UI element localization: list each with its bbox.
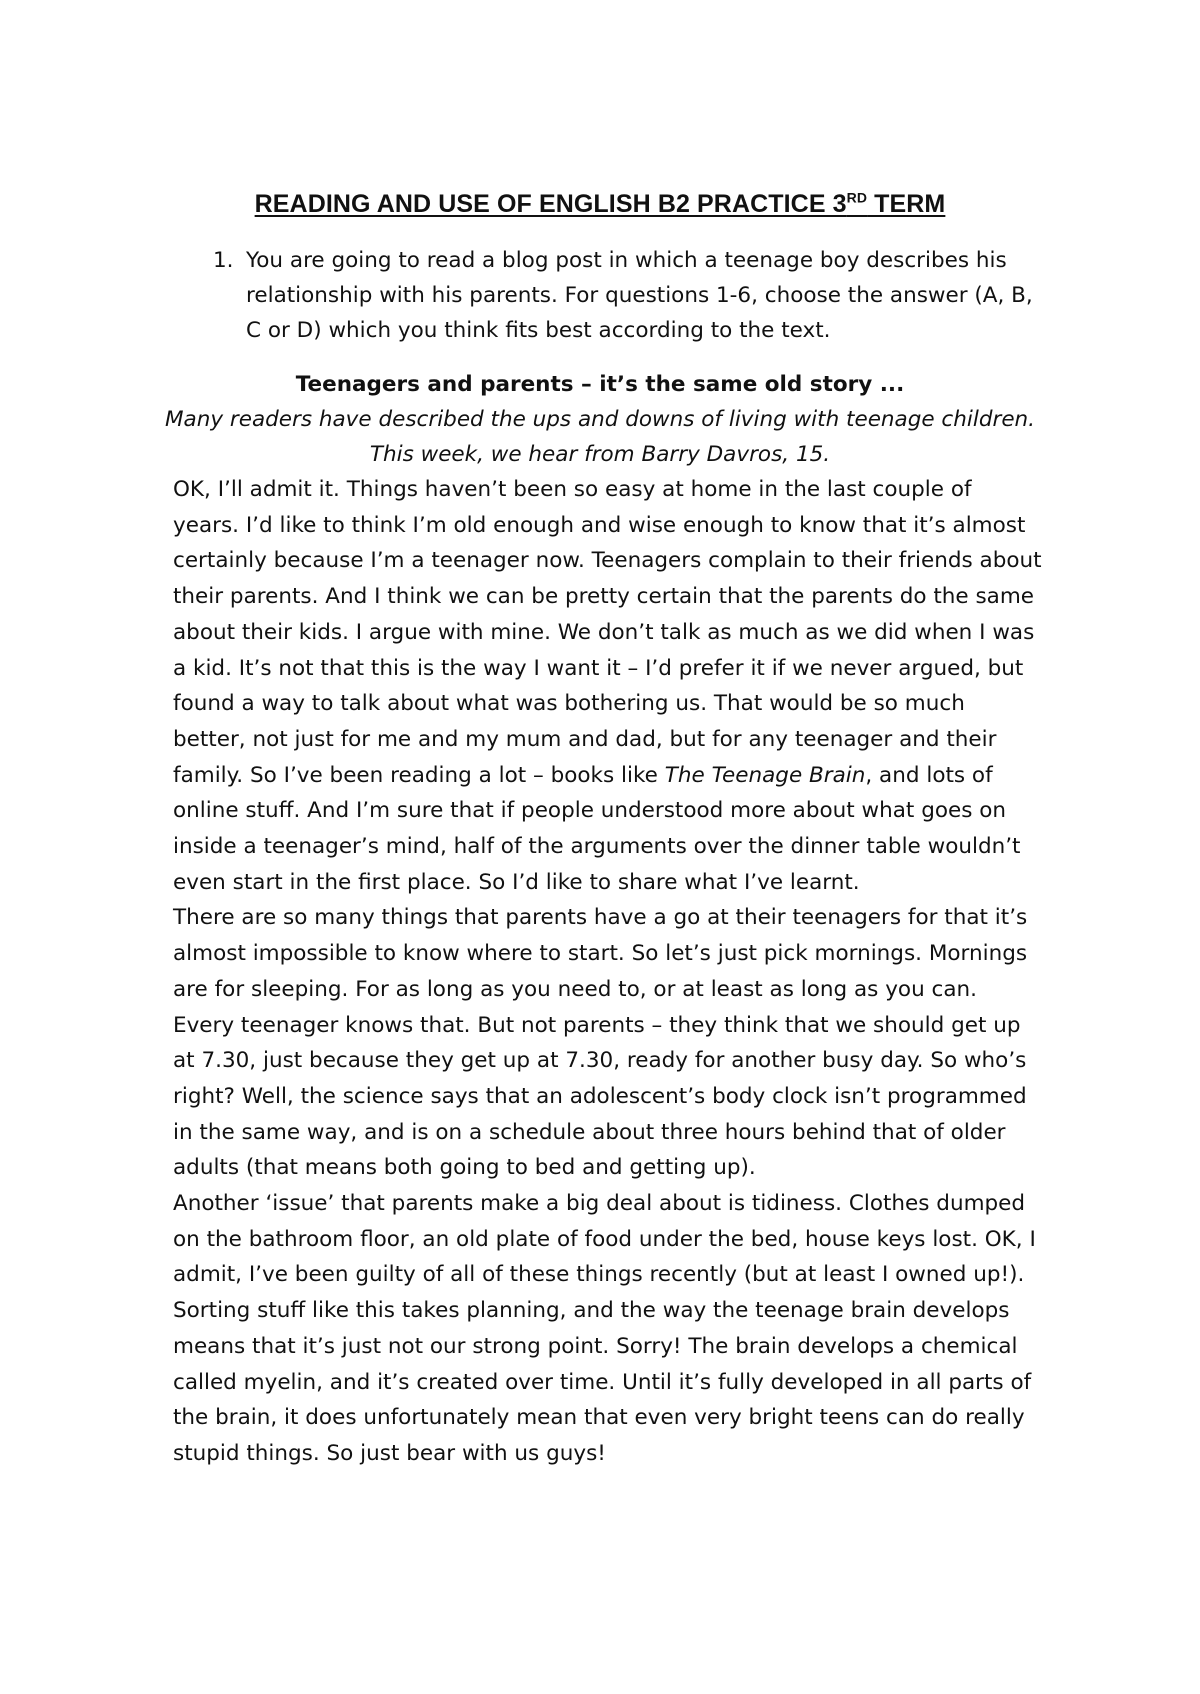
article-paragraph-2: There are so many things that parents have a go at their teenagers for that it’s almost impossible to know where to start. So let’s just pick mornings. Mornings are for sleeping. For as long as you need to, or at least as long as you can. Every teenager knows that. But not parents – they think that we should get up at 7.30, just because they get up at 7.30, ready for another busy day. So who’s right? Well, the science says that an adolescent’s body clock isn’t programmed in the same way, and is on a schedule about three hours behind that of older adults (that means both going to bed and getting up).	[173, 905, 1028, 1181]
article-subtitle: Many readers have described the ups and downs of living with teenage children. This week, we hear from Barry Davros, 15.	[164, 407, 1036, 467]
question-instructions: You are going to read a blog post in which a teenage boy describes his relationship with his parents. For questions 1-6, choose the answer (A, B, C or D) which you think fits best according to the text.	[246, 248, 1033, 343]
document-title-superscript: RD	[846, 189, 868, 206]
question-1	[213, 243, 1043, 348]
document-title-main: READING AND USE OF ENGLISH B2 PRACTICE 3	[254, 190, 847, 218]
paragraph-1-text-start: OK, I’ll admit it. Things haven’t been so easy at home in the last couple of years. I’d like to think I’m old enough and wise enough to know that it’s almost certainly because I’m a teenager now. Teenagers complain to their friends about their parents. And I think we can be pretty certain that the parents do the same about their kids. I argue with mine. We don’t talk as much as we did when I was a kid. It’s not that this is the way I want it – I’d prefer it if we never argued, but found a way to talk about what was bothering us. That would be so much better, not just for me and my mum and dad, but for any teenager and their family. So I’ve been reading a lot – books like	[173, 477, 1042, 788]
book-title: The Teenage Brain	[664, 762, 866, 788]
article-title: Teenagers and parents – it’s the same old story ...	[295, 372, 905, 397]
document-title-end: TERM	[867, 190, 946, 218]
article-paragraph-3: Another ‘issue’ that parents make a big deal about is tidiness. Clothes dumped on the bathroom floor, an old plate of food under the bed, house keys lost. OK, I admit, I’ve been guilty of all of these things recently (but at least I owned up!). Sorting stuff like this takes planning, and the way the teenage brain develops means that it’s just not our strong point. Sorry! The brain develops a chemical called myelin, and it’s created over time. Until it’s fully developed in all parts of the brain, it does unfortunately mean that even very bright teens can do really stupid things. So just bear with us guys!	[173, 1191, 1036, 1466]
article-body	[173, 472, 1043, 1472]
document-title	[0, 190, 1200, 219]
question-number: 1.	[213, 248, 234, 273]
paragraph-1-text-end: , and lots of online stuff. And I’m sure that if people understood more about what goes on inside a teenager’s mind, half of the arguments over the dinner table wouldn’t even start in the first place. So I’d like to share what I’ve learnt.	[173, 762, 1021, 895]
article-paragraph-1	[173, 472, 1043, 900]
